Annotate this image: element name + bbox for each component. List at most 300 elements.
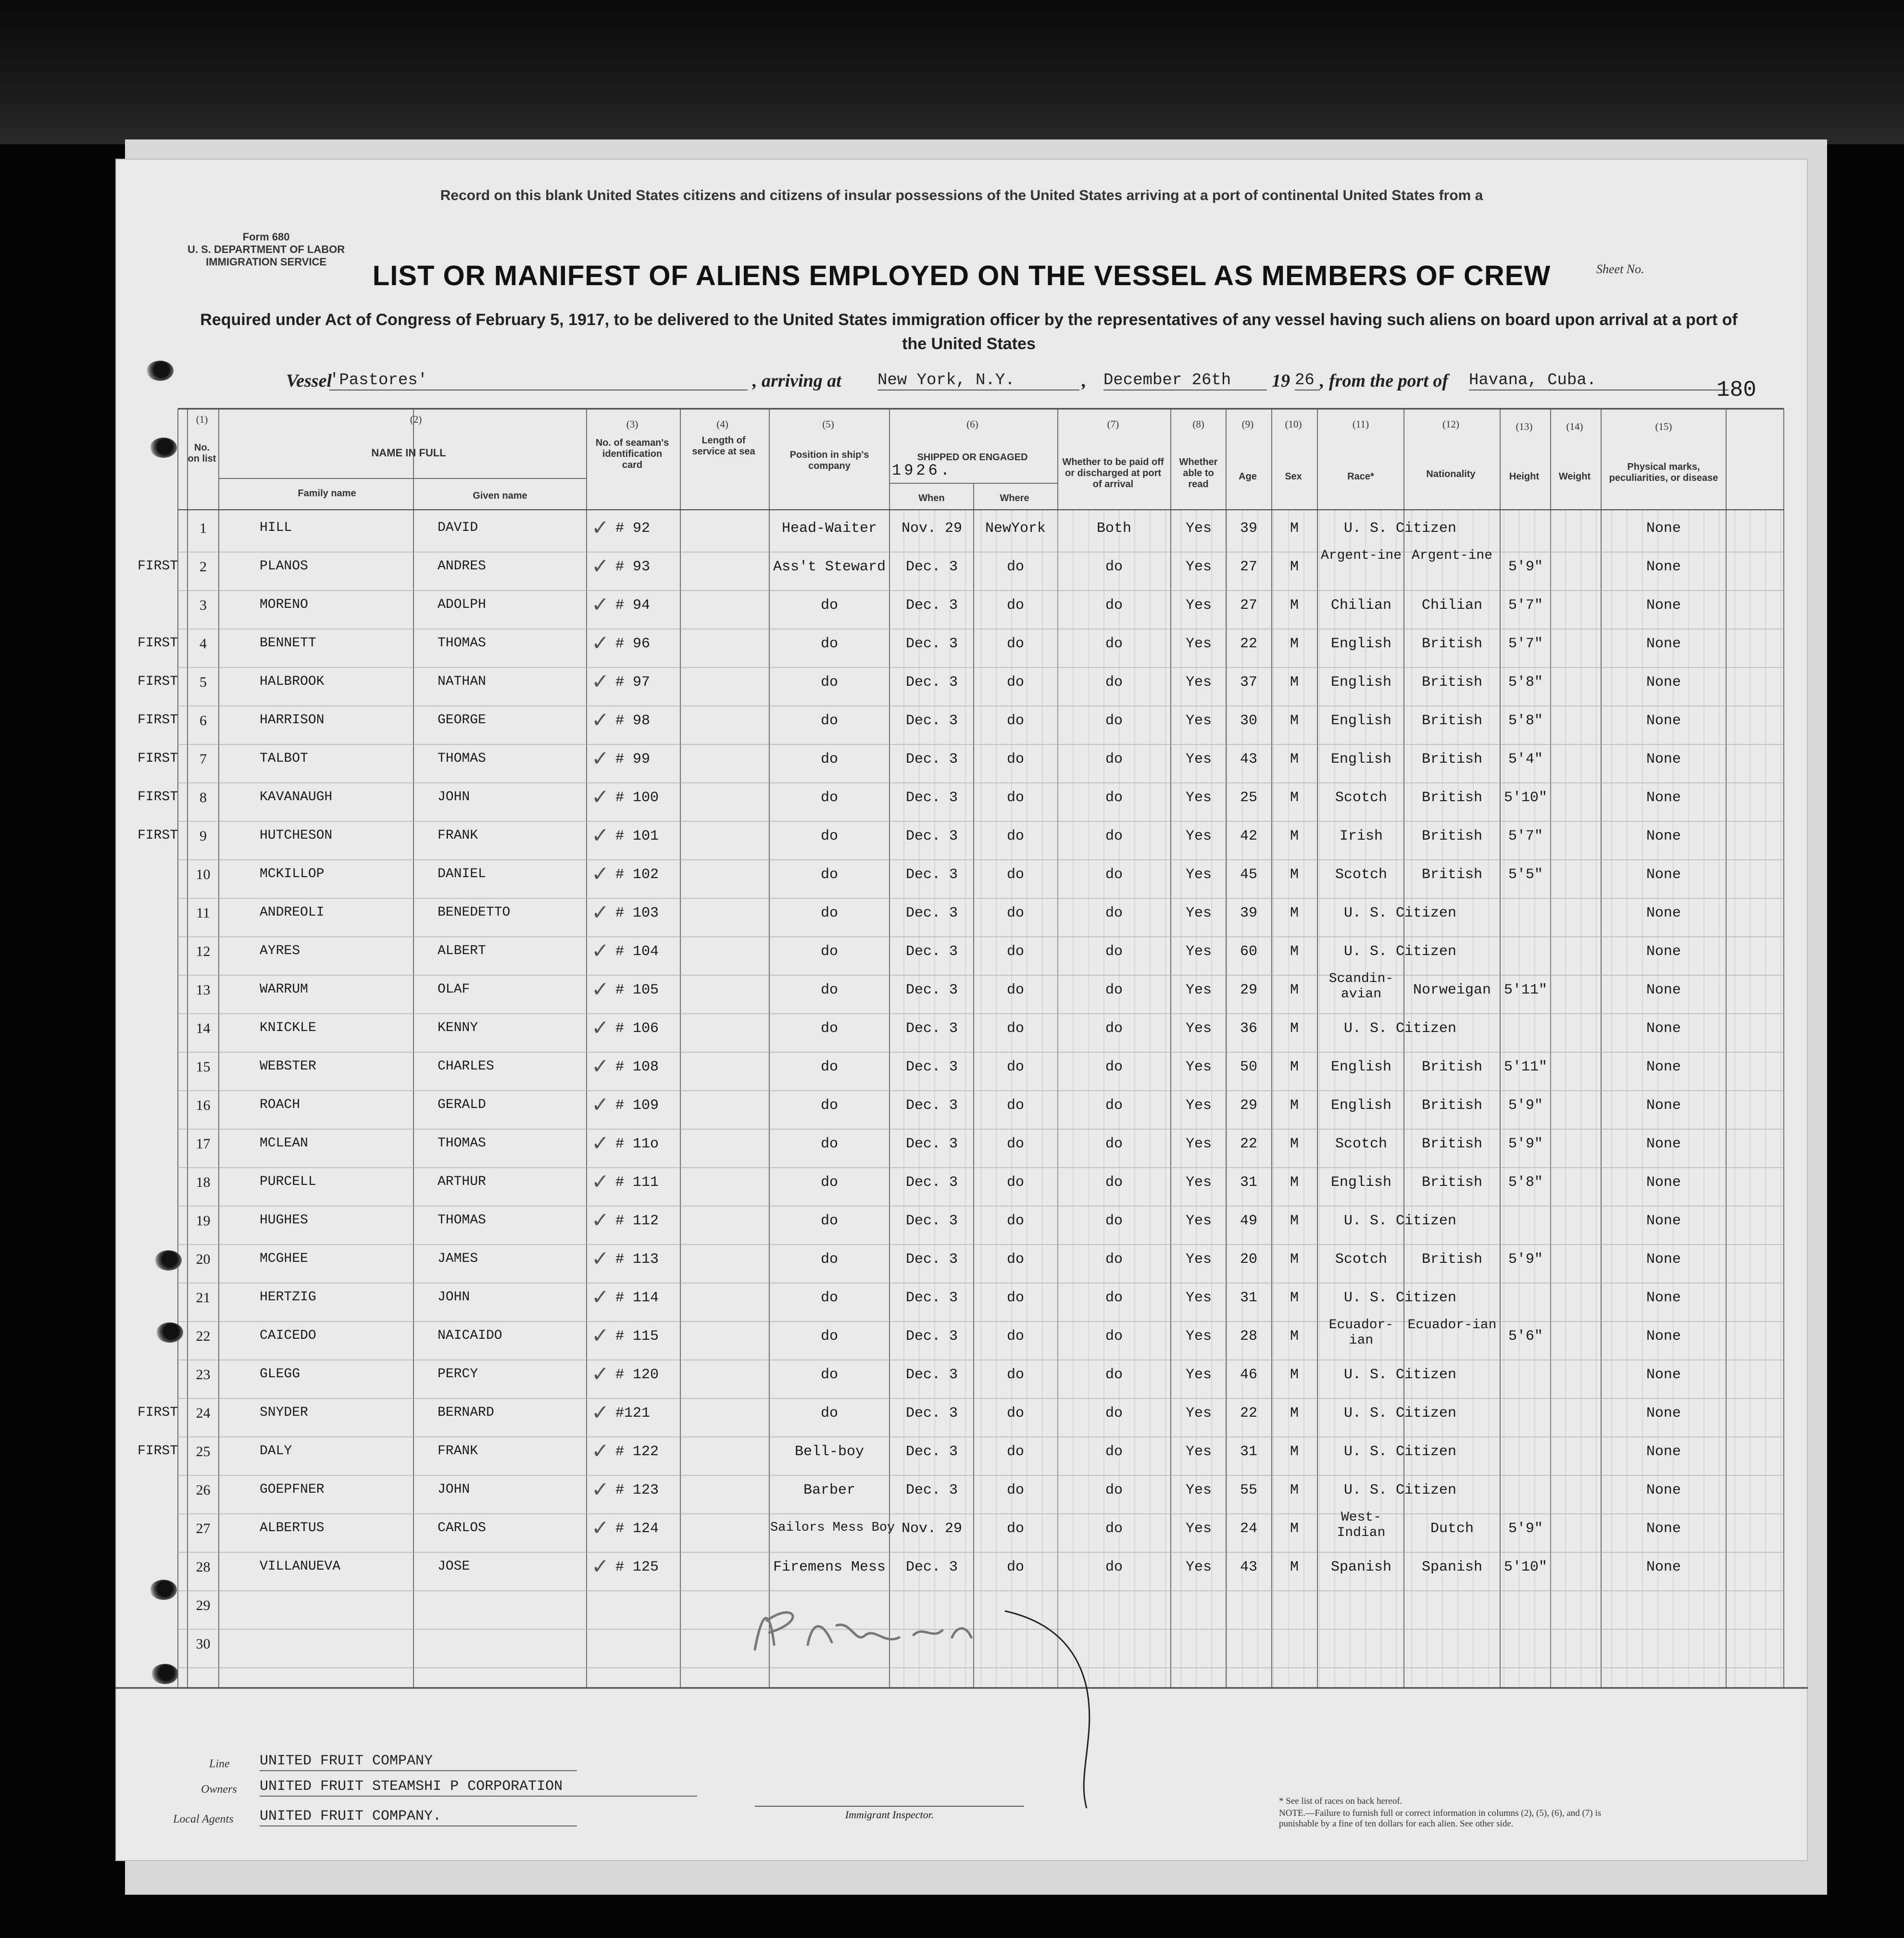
col7-number: (7)	[1107, 418, 1119, 430]
col14-number: (14)	[1566, 421, 1583, 432]
ship-position: do	[820, 905, 838, 921]
nationality: British	[1421, 790, 1483, 806]
list-number: 23	[196, 1367, 211, 1383]
check-mark-icon: ✓	[591, 1325, 609, 1349]
paid-off: do	[1105, 867, 1123, 883]
engaged-where: do	[1006, 1559, 1024, 1575]
col2-header: NAME IN FULL	[371, 447, 446, 459]
arriving-label: , arriving at	[752, 371, 841, 391]
family-name: SNYDER	[260, 1405, 308, 1420]
engaged-when: Dec. 3	[905, 597, 958, 614]
paid-off: do	[1105, 751, 1123, 768]
list-number: 29	[196, 1598, 211, 1613]
race: U. S. Citizen	[1343, 1405, 1457, 1422]
engaged-where: do	[1006, 1290, 1024, 1306]
race: U. S. Citizen	[1343, 1020, 1457, 1037]
physical-marks: None	[1646, 1290, 1681, 1306]
paid-off: do	[1105, 1328, 1123, 1345]
nationality: British	[1421, 1059, 1483, 1075]
race: Scotch	[1335, 1136, 1388, 1152]
given-name: KENNY	[438, 1020, 478, 1035]
engaged-where: do	[1006, 1521, 1024, 1537]
nationality-header: Nationality	[1426, 469, 1476, 479]
engaged-when: Nov. 29	[901, 520, 963, 537]
check-mark-icon: ✓	[591, 1018, 609, 1042]
page-title: LIST OR MANIFEST OF ALIENS EMPLOYED ON THE VESSEL AS MEMBERS OF CREW	[372, 260, 1551, 291]
engaged-when: Dec. 3	[905, 867, 958, 883]
engaged-when: Dec. 3	[905, 1174, 958, 1191]
check-mark-icon: ✓	[591, 902, 609, 926]
ship-position: do	[820, 982, 838, 998]
height: 5'9"	[1508, 1097, 1543, 1114]
sex: M	[1290, 1251, 1299, 1268]
list-number: 12	[196, 944, 211, 959]
class-note: FIRST	[137, 828, 178, 843]
physical-marks: None	[1646, 597, 1681, 614]
check-mark-icon: ✓	[591, 710, 609, 734]
engaged-when: Dec. 3	[905, 905, 958, 921]
physical-marks: None	[1646, 905, 1681, 921]
engaged-when: Dec. 3	[905, 1213, 958, 1229]
engaged-where: do	[1006, 944, 1024, 960]
family-name: HILL	[260, 520, 292, 535]
check-mark-icon: ✓	[591, 1133, 609, 1157]
given-name: THOMAS	[438, 1136, 486, 1151]
ship-position: do	[820, 944, 838, 960]
ship-position: do	[820, 674, 838, 691]
col3-number: (3)	[626, 418, 639, 430]
engaged-when: Dec. 3	[905, 1290, 958, 1306]
family-name-header: Family name	[298, 488, 356, 499]
paid-off: do	[1105, 1559, 1123, 1575]
race: U. S. Citizen	[1343, 905, 1457, 921]
engaged-where: do	[1006, 982, 1024, 998]
paid-off: do	[1105, 905, 1123, 921]
physical-marks: None	[1646, 1136, 1681, 1152]
race: U. S. Citizen	[1343, 1213, 1457, 1229]
race: Argent-ine	[1320, 548, 1402, 563]
nationality: British	[1421, 674, 1483, 691]
from-label: , from the port of	[1320, 371, 1449, 391]
nationality: British	[1421, 1097, 1483, 1114]
sex: M	[1290, 1444, 1299, 1460]
class-note: FIRST	[137, 790, 178, 805]
list-number: 3	[200, 597, 207, 613]
physical-marks: None	[1646, 674, 1681, 691]
line-label: Line	[209, 1758, 230, 1770]
physical-marks: None	[1646, 1059, 1681, 1075]
engaged-when: Dec. 3	[905, 944, 958, 960]
list-number: 25	[196, 1444, 211, 1460]
height: 5'8"	[1508, 1174, 1543, 1191]
nationality: Argent-ine	[1411, 548, 1493, 563]
seaman-card-number: # 103	[615, 905, 659, 921]
punch-hole	[155, 1250, 182, 1271]
check-mark-icon: ✓	[591, 1364, 609, 1388]
engaged-when: Dec. 3	[905, 1059, 958, 1075]
able-to-read: Yes	[1185, 1020, 1212, 1037]
seaman-card-number: # 123	[615, 1482, 659, 1498]
engaged-where: do	[1006, 713, 1024, 729]
family-name: HUGHES	[260, 1213, 308, 1228]
check-mark-icon: ✓	[591, 1056, 609, 1080]
nationality: British	[1421, 1174, 1483, 1191]
able-to-read: Yes	[1185, 1367, 1212, 1383]
engaged-when: Dec. 3	[905, 790, 958, 806]
engaged-where: do	[1006, 828, 1024, 844]
paid-off: do	[1105, 559, 1123, 575]
family-name: MCLEAN	[260, 1136, 308, 1151]
engaged-when: Dec. 3	[905, 1559, 958, 1575]
race: U. S. Citizen	[1343, 944, 1457, 960]
seaman-card-number: # 122	[615, 1444, 659, 1460]
given-name: BERNARD	[438, 1405, 494, 1420]
list-number: 11	[196, 905, 210, 921]
able-to-read: Yes	[1185, 944, 1212, 960]
paid-off: do	[1105, 1405, 1123, 1422]
family-name: ANDREOLI	[260, 905, 325, 920]
list-number: 16	[196, 1097, 211, 1113]
service-length-header: Length of service at sea	[692, 435, 755, 457]
sex: M	[1290, 790, 1299, 806]
able-to-read: Yes	[1185, 828, 1212, 844]
height-header: Height	[1509, 471, 1540, 482]
ship-position: do	[820, 1136, 838, 1152]
class-note: FIRST	[137, 751, 178, 766]
paid-off: do	[1105, 1444, 1123, 1460]
family-name: HARRISON	[260, 713, 325, 728]
sex: M	[1290, 674, 1299, 691]
seaman-card-number: # 109	[615, 1097, 659, 1114]
able-to-read: Yes	[1185, 1290, 1212, 1306]
seaman-card-number: # 105	[615, 982, 659, 998]
seaman-card-number: # 99	[615, 751, 651, 768]
height: 5'11"	[1503, 1059, 1547, 1075]
physical-marks: None	[1646, 944, 1681, 960]
sex-header: Sex	[1285, 471, 1302, 482]
physical-marks: None	[1646, 1328, 1681, 1345]
check-mark-icon: ✓	[591, 825, 609, 849]
paid-off: do	[1105, 597, 1123, 614]
physical-marks: None	[1646, 1020, 1681, 1037]
seaman-card-number: # 106	[615, 1020, 659, 1037]
year-prefix: 19	[1272, 371, 1290, 391]
sex: M	[1290, 751, 1299, 768]
physical-marks: None	[1646, 828, 1681, 844]
race: English	[1330, 1059, 1392, 1075]
age: 42	[1240, 828, 1257, 844]
age: 27	[1240, 559, 1257, 575]
family-name: HUTCHESON	[260, 828, 333, 843]
check-mark-icon: ✓	[591, 556, 609, 580]
service-name: IMMIGRATION SERVICE	[206, 256, 327, 268]
age: 55	[1240, 1482, 1257, 1498]
family-name: KNICKLE	[260, 1020, 316, 1035]
arrival-port: New York, N.Y.	[877, 371, 1079, 390]
seaman-card-number: # 104	[615, 944, 659, 960]
ship-position: do	[820, 1328, 838, 1345]
age: 24	[1240, 1521, 1257, 1537]
ship-position: do	[820, 828, 838, 844]
page-number: 180	[1716, 378, 1756, 403]
list-number: 18	[196, 1174, 211, 1190]
owners-value: UNITED FRUIT STEAMSHI P CORPORATION	[260, 1778, 697, 1797]
nationality: Ecuador-ian	[1407, 1318, 1497, 1333]
ship-position: do	[820, 713, 838, 729]
nationality: British	[1421, 636, 1483, 652]
family-name: GLEGG	[260, 1367, 301, 1382]
age: 45	[1240, 867, 1257, 883]
given-name: ANDRES	[438, 559, 486, 574]
check-mark-icon: ✓	[591, 979, 609, 1003]
class-note: FIRST	[137, 636, 178, 651]
check-mark-icon: ✓	[591, 1441, 609, 1465]
engaged-when: Dec. 3	[905, 1482, 958, 1498]
able-to-read: Yes	[1185, 1251, 1212, 1268]
given-name: FRANK	[438, 828, 478, 843]
ship-position: do	[820, 867, 838, 883]
col8-number: (8)	[1192, 418, 1204, 430]
able-to-read: Yes	[1185, 1174, 1212, 1191]
height: 5'10"	[1503, 1559, 1547, 1575]
able-to-read: Yes	[1185, 1213, 1212, 1229]
age: 36	[1240, 1020, 1257, 1037]
physical-marks: None	[1646, 1405, 1681, 1422]
check-mark-icon: ✓	[591, 1210, 609, 1234]
race: Scotch	[1335, 790, 1388, 806]
list-number: 4	[200, 636, 207, 652]
punch-hole	[151, 1664, 178, 1684]
height: 5'5"	[1508, 867, 1543, 883]
physical-marks: None	[1646, 1097, 1681, 1114]
check-mark-icon: ✓	[591, 594, 609, 618]
nationality: British	[1421, 1136, 1483, 1152]
engaged-where: NewYork	[985, 520, 1046, 537]
able-to-read: Yes	[1185, 1059, 1212, 1075]
nationality: British	[1421, 867, 1483, 883]
given-name: CHARLES	[438, 1059, 494, 1074]
family-name: MCKILLOP	[260, 867, 325, 881]
race: West-Indian	[1337, 1510, 1386, 1540]
paid-off: do	[1105, 1251, 1123, 1268]
able-to-read: Yes	[1185, 674, 1212, 691]
engaged-when: Dec. 3	[905, 982, 958, 998]
paid-off: do	[1105, 1136, 1123, 1152]
class-note: FIRST	[137, 1444, 178, 1459]
physical-marks: None	[1646, 1559, 1681, 1575]
ship-position: do	[820, 1097, 838, 1114]
ship-position: do	[820, 1020, 838, 1037]
line-value: UNITED FRUIT COMPANY	[260, 1753, 577, 1771]
able-to-read: Yes	[1185, 1405, 1212, 1422]
race: Scandin-avian	[1328, 971, 1394, 1002]
list-number: 10	[196, 867, 211, 882]
form-number: Form 680	[242, 231, 290, 243]
age: 39	[1240, 905, 1257, 921]
paid-off: do	[1105, 636, 1123, 652]
engaged-when: Dec. 3	[905, 1328, 958, 1345]
engaged-where: do	[1006, 867, 1024, 883]
check-mark-icon: ✓	[591, 941, 609, 965]
age: 31	[1240, 1444, 1257, 1460]
physical-marks: None	[1646, 790, 1681, 806]
vessel-label: Vessel	[286, 371, 332, 391]
physical-marks: None	[1646, 1521, 1681, 1537]
col15-number: (15)	[1655, 421, 1672, 432]
age: 31	[1240, 1174, 1257, 1191]
seaman-card-number: # 98	[615, 713, 651, 729]
race: U. S. Citizen	[1343, 1290, 1457, 1306]
ship-position: do	[820, 1290, 838, 1306]
vessel-line: Vessel 'Pastores' , arriving at New York, N.Y. , December 26th 19 26 , from the port of Havana, Cuba.	[286, 370, 1729, 399]
seaman-card-number: # 97	[615, 674, 651, 691]
engaged-where: do	[1006, 597, 1024, 614]
class-note: FIRST	[137, 1405, 178, 1420]
engaged-where: do	[1006, 1174, 1024, 1191]
seaman-card-number: # 125	[615, 1559, 659, 1575]
physical-marks: None	[1646, 982, 1681, 998]
height: 5'8"	[1508, 674, 1543, 691]
race: English	[1330, 1097, 1392, 1114]
list-number: 17	[196, 1136, 211, 1152]
engaged-where: do	[1006, 790, 1024, 806]
family-name: HALBROOK	[260, 674, 325, 689]
check-mark-icon: ✓	[591, 1402, 609, 1426]
check-mark-icon: ✓	[591, 671, 609, 695]
ship-position: Ass't Steward	[773, 559, 886, 575]
col9-number: (9)	[1241, 418, 1254, 430]
given-name: ALBERT	[438, 944, 486, 958]
handwritten-signature	[740, 1592, 1173, 1938]
family-name: ROACH	[260, 1097, 301, 1112]
manifest-sheet	[115, 159, 1808, 1861]
sex: M	[1290, 1405, 1299, 1422]
ship-position: Firemens Mess	[773, 1559, 886, 1575]
given-name: PERCY	[438, 1367, 478, 1382]
engaged-where: do	[1006, 1444, 1024, 1460]
physical-marks-header: Physical marks, peculiarities, or disease	[1609, 462, 1718, 483]
sex: M	[1290, 1328, 1299, 1345]
age: 29	[1240, 982, 1257, 998]
age: 60	[1240, 944, 1257, 960]
given-name: JOHN	[438, 1290, 470, 1305]
col2-number: (2)	[410, 414, 422, 425]
sex: M	[1290, 520, 1299, 537]
seaman-card-number: # 101	[615, 828, 659, 844]
list-number: 19	[196, 1213, 211, 1229]
given-name: DAVID	[438, 520, 478, 535]
ship-position: Head-Waiter	[781, 520, 877, 537]
list-number: 28	[196, 1559, 211, 1575]
age: 25	[1240, 790, 1257, 806]
ship-position: do	[820, 1059, 838, 1075]
scan-background	[0, 0, 1904, 144]
sex: M	[1290, 905, 1299, 921]
physical-marks: None	[1646, 559, 1681, 575]
family-name: CAICEDO	[260, 1328, 316, 1343]
sex: M	[1290, 1174, 1299, 1191]
race: English	[1330, 751, 1392, 768]
engaged-when: Dec. 3	[905, 674, 958, 691]
physical-marks: None	[1646, 1251, 1681, 1268]
seaman-card-number: # 111	[615, 1174, 659, 1191]
paid-off: do	[1105, 674, 1123, 691]
sex: M	[1290, 1521, 1299, 1537]
race: English	[1330, 636, 1392, 652]
height: 5'8"	[1508, 713, 1543, 729]
engaged-when: Dec. 3	[905, 1367, 958, 1383]
sex: M	[1290, 1482, 1299, 1498]
able-to-read: Yes	[1185, 982, 1212, 998]
age: 37	[1240, 674, 1257, 691]
seaman-card-number: #121	[615, 1405, 651, 1422]
family-name: WARRUM	[260, 982, 308, 997]
department-name: U. S. DEPARTMENT OF LABOR	[188, 243, 345, 255]
seaman-card-number: # 112	[615, 1213, 659, 1229]
age: 30	[1240, 713, 1257, 729]
family-name: ALBERTUS	[260, 1521, 325, 1535]
engaged-where: do	[1006, 905, 1024, 921]
height: 5'9"	[1508, 1136, 1543, 1152]
punch-hole	[147, 361, 174, 381]
list-number: 5	[200, 674, 207, 690]
position-header: Position in ship's company	[789, 450, 869, 471]
check-mark-icon: ✓	[591, 1095, 609, 1119]
given-name: BENEDETTO	[438, 905, 511, 920]
height: 5'4"	[1508, 751, 1543, 768]
nationality: Spanish	[1421, 1559, 1483, 1575]
seaman-card-number: # 93	[615, 559, 651, 575]
race: Spanish	[1330, 1559, 1392, 1575]
read-header: Whether able to read	[1179, 457, 1218, 490]
engaged-when: Dec. 3	[905, 636, 958, 652]
height: 5'9"	[1508, 1251, 1543, 1268]
agents-label: Local Agents	[173, 1813, 234, 1825]
list-number: 7	[200, 751, 207, 767]
punch-hole	[150, 438, 177, 458]
family-name: PURCELL	[260, 1174, 316, 1189]
sex: M	[1290, 1136, 1299, 1152]
list-number: 24	[196, 1405, 211, 1421]
age: 31	[1240, 1290, 1257, 1306]
family-name: VILLANUEVA	[260, 1559, 341, 1574]
list-number: 13	[196, 982, 211, 998]
list-number: 22	[196, 1328, 211, 1344]
given-name: NATHAN	[438, 674, 486, 689]
age: 20	[1240, 1251, 1257, 1268]
seaman-card-number: # 114	[615, 1290, 659, 1306]
sex: M	[1290, 1290, 1299, 1306]
given-name: ARTHUR	[438, 1174, 486, 1189]
year-suffix: 26	[1295, 371, 1320, 390]
race: Scotch	[1335, 867, 1388, 883]
height: 5'6"	[1508, 1328, 1543, 1345]
race: English	[1330, 674, 1392, 691]
engaged-where: do	[1006, 1367, 1024, 1383]
height: 5'7"	[1508, 636, 1543, 652]
family-name: PLANOS	[260, 559, 308, 574]
owners-label: Owners	[201, 1783, 237, 1796]
given-name: JOSE	[438, 1559, 470, 1574]
engaged-where: do	[1006, 674, 1024, 691]
ship-position: Bell-boy	[794, 1444, 864, 1460]
inspector-signature-line: Immigrant Inspector.	[755, 1806, 1024, 1821]
age: 28	[1240, 1328, 1257, 1345]
family-name: KAVANAUGH	[260, 790, 333, 805]
list-number: 2	[200, 559, 207, 575]
ship-position: do	[820, 597, 838, 614]
vessel-name: 'Pastores'	[329, 371, 748, 390]
